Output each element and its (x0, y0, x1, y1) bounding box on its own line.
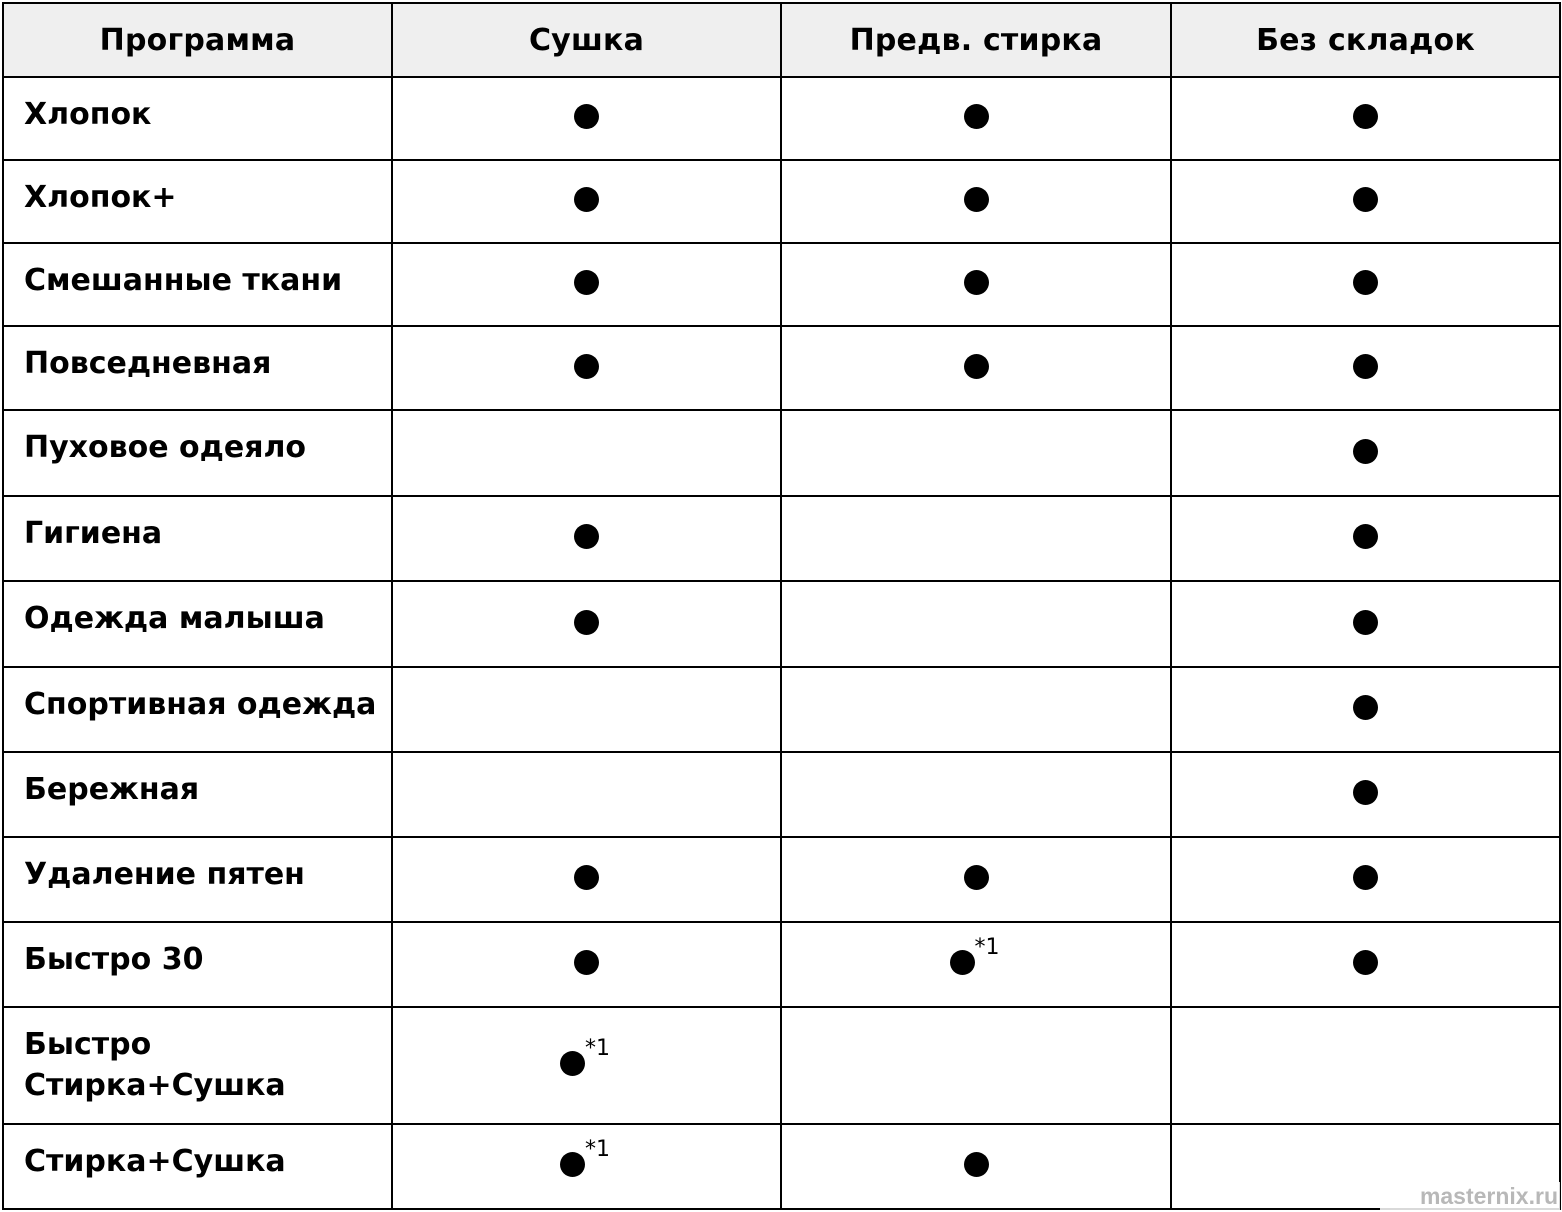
program-name: Спортивная одежда (24, 687, 377, 722)
program-name-cell (3, 326, 392, 410)
filled-circle-icon (1353, 610, 1378, 635)
option-cell-no-creases (1171, 752, 1560, 837)
filled-circle-icon (1353, 865, 1378, 890)
table-row (3, 496, 1560, 581)
availability-mark (964, 1152, 989, 1177)
filled-circle-icon (964, 865, 989, 890)
program-name: Быстро (24, 1027, 152, 1062)
option-cell-no-creases (1171, 1007, 1560, 1124)
availability-mark (560, 1137, 610, 1177)
program-name: Быстро 30 (24, 942, 204, 977)
option-cell-no-creases (1171, 581, 1560, 667)
filled-circle-icon (1353, 104, 1378, 129)
option-cell-prewash (781, 922, 1171, 1007)
program-name-cell (3, 243, 392, 326)
availability-mark (574, 524, 599, 549)
option-cell-drying (392, 496, 781, 581)
availability-mark (560, 1036, 610, 1076)
option-cell-prewash (781, 1124, 1171, 1209)
table-header (3, 3, 1560, 77)
column-header-prewash: Предв. стирка (781, 3, 1171, 77)
option-cell-drying (392, 326, 781, 410)
filled-circle-icon (964, 270, 989, 295)
column-header-no-creases: Без складок (1171, 3, 1560, 77)
watermark: masternix.ru (1380, 1182, 1560, 1210)
table-row (3, 1007, 1560, 1124)
table-row (3, 77, 1560, 160)
availability-mark (574, 610, 599, 635)
program-name: Бережная (24, 772, 200, 807)
table-body (3, 77, 1560, 1209)
program-name: Гигиена (24, 516, 163, 551)
filled-circle-icon (1353, 270, 1378, 295)
table-row (3, 243, 1560, 326)
program-name: Одежда малыша (24, 601, 325, 636)
availability-mark (1353, 950, 1378, 975)
availability-mark (1353, 354, 1378, 379)
program-name: Пуховое одеяло (24, 430, 307, 465)
program-name: Стирка+Сушка (24, 1068, 286, 1103)
availability-mark (1353, 439, 1378, 464)
filled-circle-icon (964, 1152, 989, 1177)
option-cell-no-creases (1171, 922, 1560, 1007)
filled-circle-icon (574, 104, 599, 129)
column-header-program: Программа (3, 3, 392, 77)
availability-mark (1353, 270, 1378, 295)
filled-circle-icon (560, 1051, 585, 1076)
program-name-cell (3, 837, 392, 922)
filled-circle-icon (964, 187, 989, 212)
table-row (3, 326, 1560, 410)
table-row (3, 581, 1560, 667)
option-cell-prewash (781, 581, 1171, 667)
availability-mark (574, 865, 599, 890)
table-row (3, 410, 1560, 496)
option-cell-prewash (781, 752, 1171, 837)
footnote-marker: *1 (974, 935, 1000, 960)
availability-mark (574, 270, 599, 295)
filled-circle-icon (1353, 695, 1378, 720)
option-cell-drying (392, 410, 781, 496)
program-name-cell (3, 410, 392, 496)
availability-mark (950, 935, 1000, 975)
option-cell-no-creases (1171, 410, 1560, 496)
availability-mark (574, 104, 599, 129)
table-row (3, 667, 1560, 752)
filled-circle-icon (1353, 524, 1378, 549)
option-cell-no-creases (1171, 160, 1560, 243)
availability-mark (574, 354, 599, 379)
availability-mark (1353, 187, 1378, 212)
filled-circle-icon (964, 354, 989, 379)
filled-circle-icon (1353, 354, 1378, 379)
footnote-marker: *1 (585, 1137, 610, 1162)
option-cell-drying (392, 667, 781, 752)
availability-mark (1353, 524, 1378, 549)
program-name-cell (3, 922, 392, 1007)
header-row (3, 3, 1560, 77)
option-cell-prewash (781, 667, 1171, 752)
availability-mark (964, 270, 989, 295)
program-name: Повседневная (24, 346, 272, 381)
availability-mark (964, 104, 989, 129)
program-name: Хлопок+ (24, 180, 177, 215)
table-row (3, 1124, 1560, 1209)
option-cell-no-creases (1171, 837, 1560, 922)
filled-circle-icon (574, 354, 599, 379)
option-cell-no-creases (1171, 326, 1560, 410)
option-cell-prewash (781, 77, 1171, 160)
availability-mark (964, 865, 989, 890)
option-cell-prewash (781, 243, 1171, 326)
filled-circle-icon (1353, 439, 1378, 464)
availability-mark (964, 354, 989, 379)
program-name-cell (3, 581, 392, 667)
option-cell-drying (392, 77, 781, 160)
option-cell-no-creases (1171, 77, 1560, 160)
availability-mark (964, 187, 989, 212)
filled-circle-icon (950, 950, 975, 975)
availability-mark (1353, 865, 1378, 890)
filled-circle-icon (574, 270, 599, 295)
filled-circle-icon (574, 187, 599, 212)
filled-circle-icon (574, 865, 599, 890)
filled-circle-icon (574, 610, 599, 635)
availability-mark (1353, 695, 1378, 720)
option-cell-prewash (781, 160, 1171, 243)
filled-circle-icon (574, 524, 599, 549)
availability-mark (1353, 610, 1378, 635)
filled-circle-icon (964, 104, 989, 129)
option-cell-drying (392, 160, 781, 243)
option-cell-drying (392, 1124, 781, 1209)
option-cell-prewash (781, 496, 1171, 581)
program-name: Стирка+Сушка (24, 1144, 286, 1179)
option-cell-no-creases (1171, 496, 1560, 581)
program-name-cell (3, 496, 392, 581)
option-cell-drying (392, 243, 781, 326)
option-cell-drying (392, 752, 781, 837)
filled-circle-icon (574, 950, 599, 975)
table-row (3, 752, 1560, 837)
column-header-drying: Сушка (392, 3, 781, 77)
program-name: Смешанные ткани (24, 263, 343, 298)
option-cell-drying (392, 922, 781, 1007)
program-name-cell (3, 160, 392, 243)
availability-mark (1353, 104, 1378, 129)
footnote-marker: *1 (585, 1036, 610, 1061)
option-cell-no-creases (1171, 243, 1560, 326)
option-cell-drying (392, 581, 781, 667)
table-row (3, 922, 1560, 1007)
program-name-cell (3, 1007, 392, 1124)
program-name: Хлопок (24, 97, 152, 132)
option-cell-prewash (781, 326, 1171, 410)
availability-mark (1353, 780, 1378, 805)
program-name-cell (3, 77, 392, 160)
program-name-cell (3, 752, 392, 837)
filled-circle-icon (1353, 187, 1378, 212)
option-cell-prewash (781, 410, 1171, 496)
filled-circle-icon (560, 1152, 585, 1177)
option-cell-prewash (781, 1007, 1171, 1124)
option-cell-no-creases (1171, 667, 1560, 752)
availability-mark (574, 187, 599, 212)
availability-mark (574, 950, 599, 975)
filled-circle-icon (1353, 950, 1378, 975)
filled-circle-icon (1353, 780, 1378, 805)
option-cell-drying (392, 837, 781, 922)
program-options-table (2, 2, 1561, 1210)
option-cell-prewash (781, 837, 1171, 922)
program-name-cell (3, 1124, 392, 1209)
table-row (3, 837, 1560, 922)
table-row (3, 160, 1560, 243)
program-name-cell (3, 667, 392, 752)
program-name: Удаление пятен (24, 857, 305, 892)
option-cell-drying (392, 1007, 781, 1124)
